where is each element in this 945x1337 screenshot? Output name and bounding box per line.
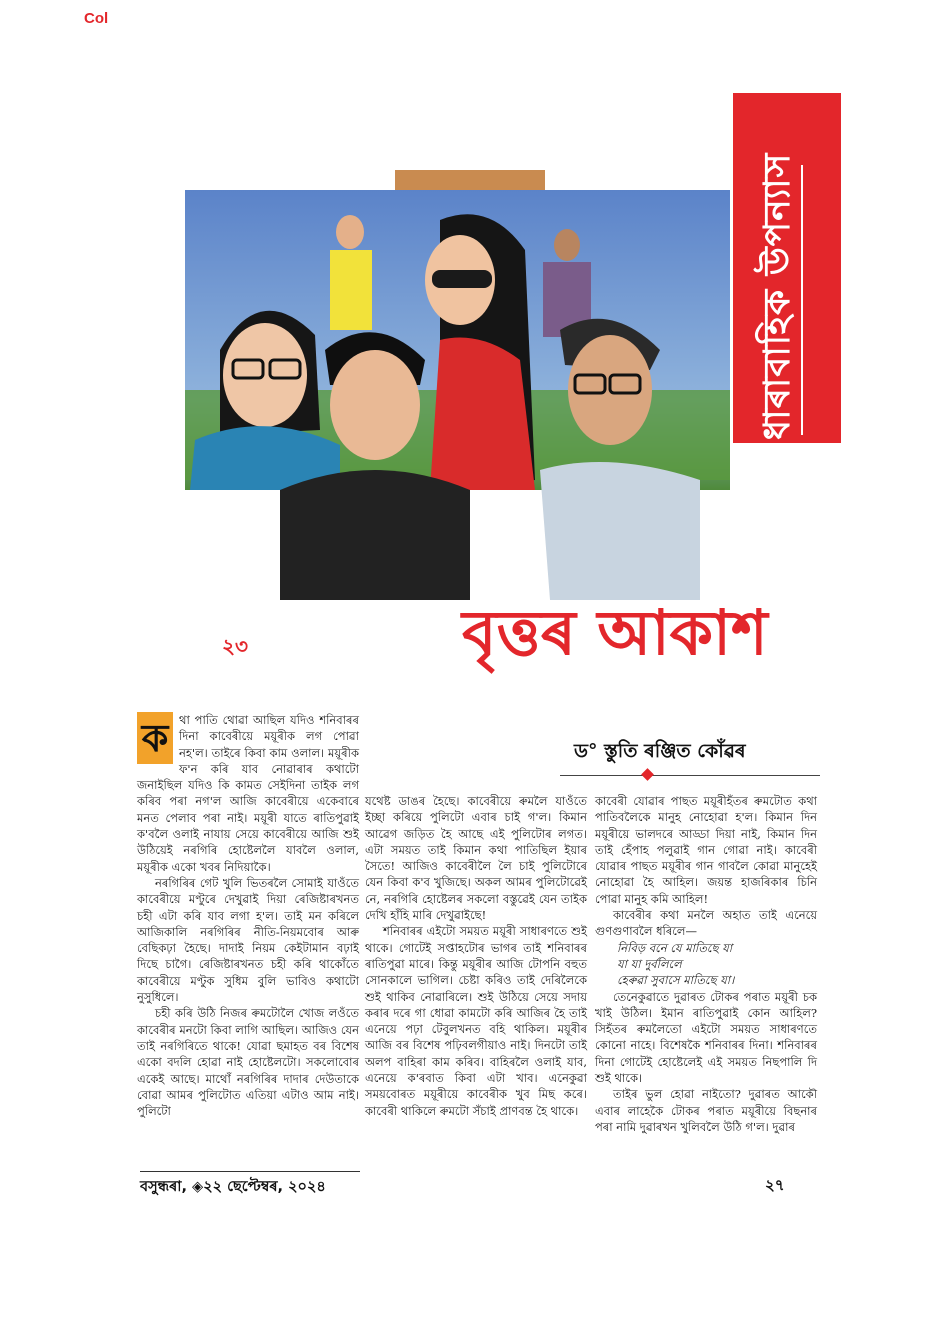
footer-rule [140, 1171, 360, 1172]
byline-rule [560, 775, 820, 776]
page-number: ২৭ [765, 1176, 785, 1194]
author-byline: ড° স্তুতি ৰঞ্জিত কোঁৱৰ [574, 740, 746, 762]
paragraph: নৰগিৰিৰ গেট খুলি ভিতৰলৈ সোমাই যাওঁতে কাবেৰীয়ে মণ্টুৰে দেখুৱাই দিয়া ৰেজিষ্টাৰখনত চহী এটা কৰি যাব লগা হ'ল। তাই মন কৰিলে আজিকালি নৰগিৰিৰ নীতি-নিয়মবোৰ আৰু বেছিকঢ়া হৈছে। দাদাই নিয়ম কেইটামান বঢ়াই দিছে চাগৈ। ৰেজিষ্টাৰখনত চহী কৰি থাকোঁতে কাবেৰীয়ে মণ্টুক সুধিম বুলি ভাবিও কথাটো নুসুধিলে। [137, 875, 359, 1005]
byline-diamond-icon [641, 768, 654, 781]
part-number: ২৩ [222, 634, 249, 658]
paragraph: যথেষ্ট ডাঙৰ হৈছে। কাবেৰীয়ে ৰুমলৈ যাওঁতে ইচ্ছা কৰিয়ে পুলিটো এবাৰ চাই গ'ল। কিমান আৱেগ জড়িত হৈ আছে এই পুলিটোৰ লগত। এটা সময়ত তাই কিমান কথা পাতিছিল ইয়াৰ সৈতে! আজিও কাবেৰীলৈ লৈ চাই পুলিটোৰে যেন কিবা ক'ব খুজিছে। অকল আমৰ পুলিটোৱেই নে, নৰগিৰি হোষ্টেলৰ সকলো বস্তুৱেই যেন তাইক দেখি হাঁহি মাৰি দেখুৱাইছে! [365, 794, 587, 923]
paragraph: তেনেকুৱাতে দুৱাৰত টোকৰ পৰাত ময়ূৰী চক খাই উঠিল। ইমান ৰাতিপুৱাই কোন আহিল? সিহঁতৰ ৰুমলৈতো এইটো সময়ত সাধাৰণতে কোনো নাহে। বিশেষকৈ শনিবাৰৰ দিনা। শনিবাৰৰ দিনা গোটেই হোষ্টেলেই এই সময়ত নিছপালি দি শুই থাকে। [595, 989, 817, 1086]
paragraph: থা পাতি থোৱা আছিল যদিও শনিবাৰৰ দিনা কাবেৰীয়ে ময়ূৰীক লগ পোৱা নহ'ল। তাইৰে কিবা কাম ওলাল। ময়ূৰীক ফ'ন কৰি যাব নোৱাৰাৰ কথাটো জনাইছিল যদিও কি কামত সেইদিনা তাইক লগ কৰিব পৰা নগ'ল আজি কাবেৰীয়ে একেবাৰে মনত পেলাব পৰা নাই। ময়ূৰী যাতে ৰাতিপুৱাই ক'বলৈ ওলাই নাযায় সেয়ে কাবেৰীয়ে আজি শুই উঠিয়েই নৰগিৰি হোষ্টেললৈ যাবলৈ ওলাল, ময়ূৰীক একো খবৰ নিদিয়াকৈ। [137, 713, 359, 874]
column-1 [137, 712, 359, 1119]
paragraph: শনিবাৰৰ এইটো সময়ত ময়ূৰী সাধাৰণতে শুই থাকে। গোটেই সপ্তাহটোৰ ভাগৰ তাই শনিবাৰৰ ৰাতিপুৱা মাৰে। কিন্তু ময়ূৰীৰ আজি টোপনি বহুত সোনকালে ভাগিল। চেষ্টা কৰিও তাই দেৰিলৈকে শুই থাকিব নোৱাৰিলে। শুই উঠিয়ে সেয়ে সদায় কৰাৰ দৰে গা ধোৱা কামটো কৰি আজিৰ হৈ তাই এনেয়ে পঢ়া টেবুলখনত বহি থাকিল। ময়ূৰীৰ আজি বৰ বিশেষ পঢ়িবলগীয়াও নাই। দিনটো তাই অলপ বাহিৰা কাম কৰিব। বাহিৰলৈ ওলাই যাব, এনেয়ে ক'ৰবাত কিবা এটা খাব। এনেকুৱা সময়বোৰত ময়ূৰীয়ে কাবেৰীক খুব মিছ কৰে। কাবেৰী থাকিলে ৰুমটো সঁচাই প্ৰাণবন্ত হৈ থাকে। [365, 924, 587, 1118]
poem-line: হেৰুৱা সুবাসে মাতিছে যা। [617, 973, 735, 988]
footer-publication: বসুন্ধৰা, ◈২২ ছেপ্টেম্বৰ, ২০২৪ [140, 1179, 326, 1195]
series-label: ধাৰাবাহিক উপন্যাস [757, 152, 798, 440]
paragraph: তাইৰ ভুল হোৱা নাইতো? দুৱাৰত আকৌ এবাৰ লাহেকৈ টোকৰ পৰাত ময়ূৰীয়ে বিছনাৰ পৰা নামি দুৱাৰখন খুলিবলৈ উঠি গ'ল। দুৱাৰ [595, 1087, 817, 1134]
paragraph: চহী কৰি উঠি নিজৰ ৰুমটোলৈ খোজ লওঁতে কাবেৰীৰ মনটো কিবা লাগি আছিল। আজিও যেন তাই নৰগিৰিতে থাকে! যোৱা ছমাহত বৰ বিশেষ একো বদলি হোৱা নাই হোষ্টেলটো। সকলোবোৰ একেই আছে। মাথোঁ নৰগিৰিৰ দাদাৰ দেউতাকে বোৱা আমৰ পুলিটোত এতিয়া এটাও আম নাই। পুলিটো [137, 1006, 359, 1119]
poem-line: নিবিড় বনে যে মাতিছে যা [617, 940, 733, 955]
paragraph: কাবেৰী যোৱাৰ পাছত ময়ূৰীহঁতৰ ৰুমটোত কথা পাতিবলৈকে মানুহ নোহোৱা হ'ল। কিমান দিন ময়ূৰীয়ে ভালদৰে আড্ডা দিয়া নাই, কিমান দিন তাই হেঁপাহ পলুৱাই গান গোৱা নাই। কাবেৰী যোৱাৰ পাছত ময়ূৰীৰ গান গাবলৈ কোৱা মানুহেই নোহোৱা হৈ আহিল। জয়ন্ত হাজৰিকাৰ চিনি পোৱা মানুহ কমি আহিল! [595, 794, 817, 906]
paragraph: কাবেৰীৰ কথা মনলৈ অহাত তাই এনেয়ে গুণগুণাবলৈ ধৰিলে— [595, 908, 817, 939]
story-title: বৃত্তৰ আকাশ [462, 596, 768, 669]
column-2 [365, 793, 587, 1119]
poem-line: যা যা দুৰ্বলিলে [617, 956, 682, 971]
story-illustration [140, 160, 780, 600]
drop-cap: ক [137, 712, 173, 764]
corner-tag: Col [84, 10, 109, 27]
column-3 [595, 793, 817, 1135]
